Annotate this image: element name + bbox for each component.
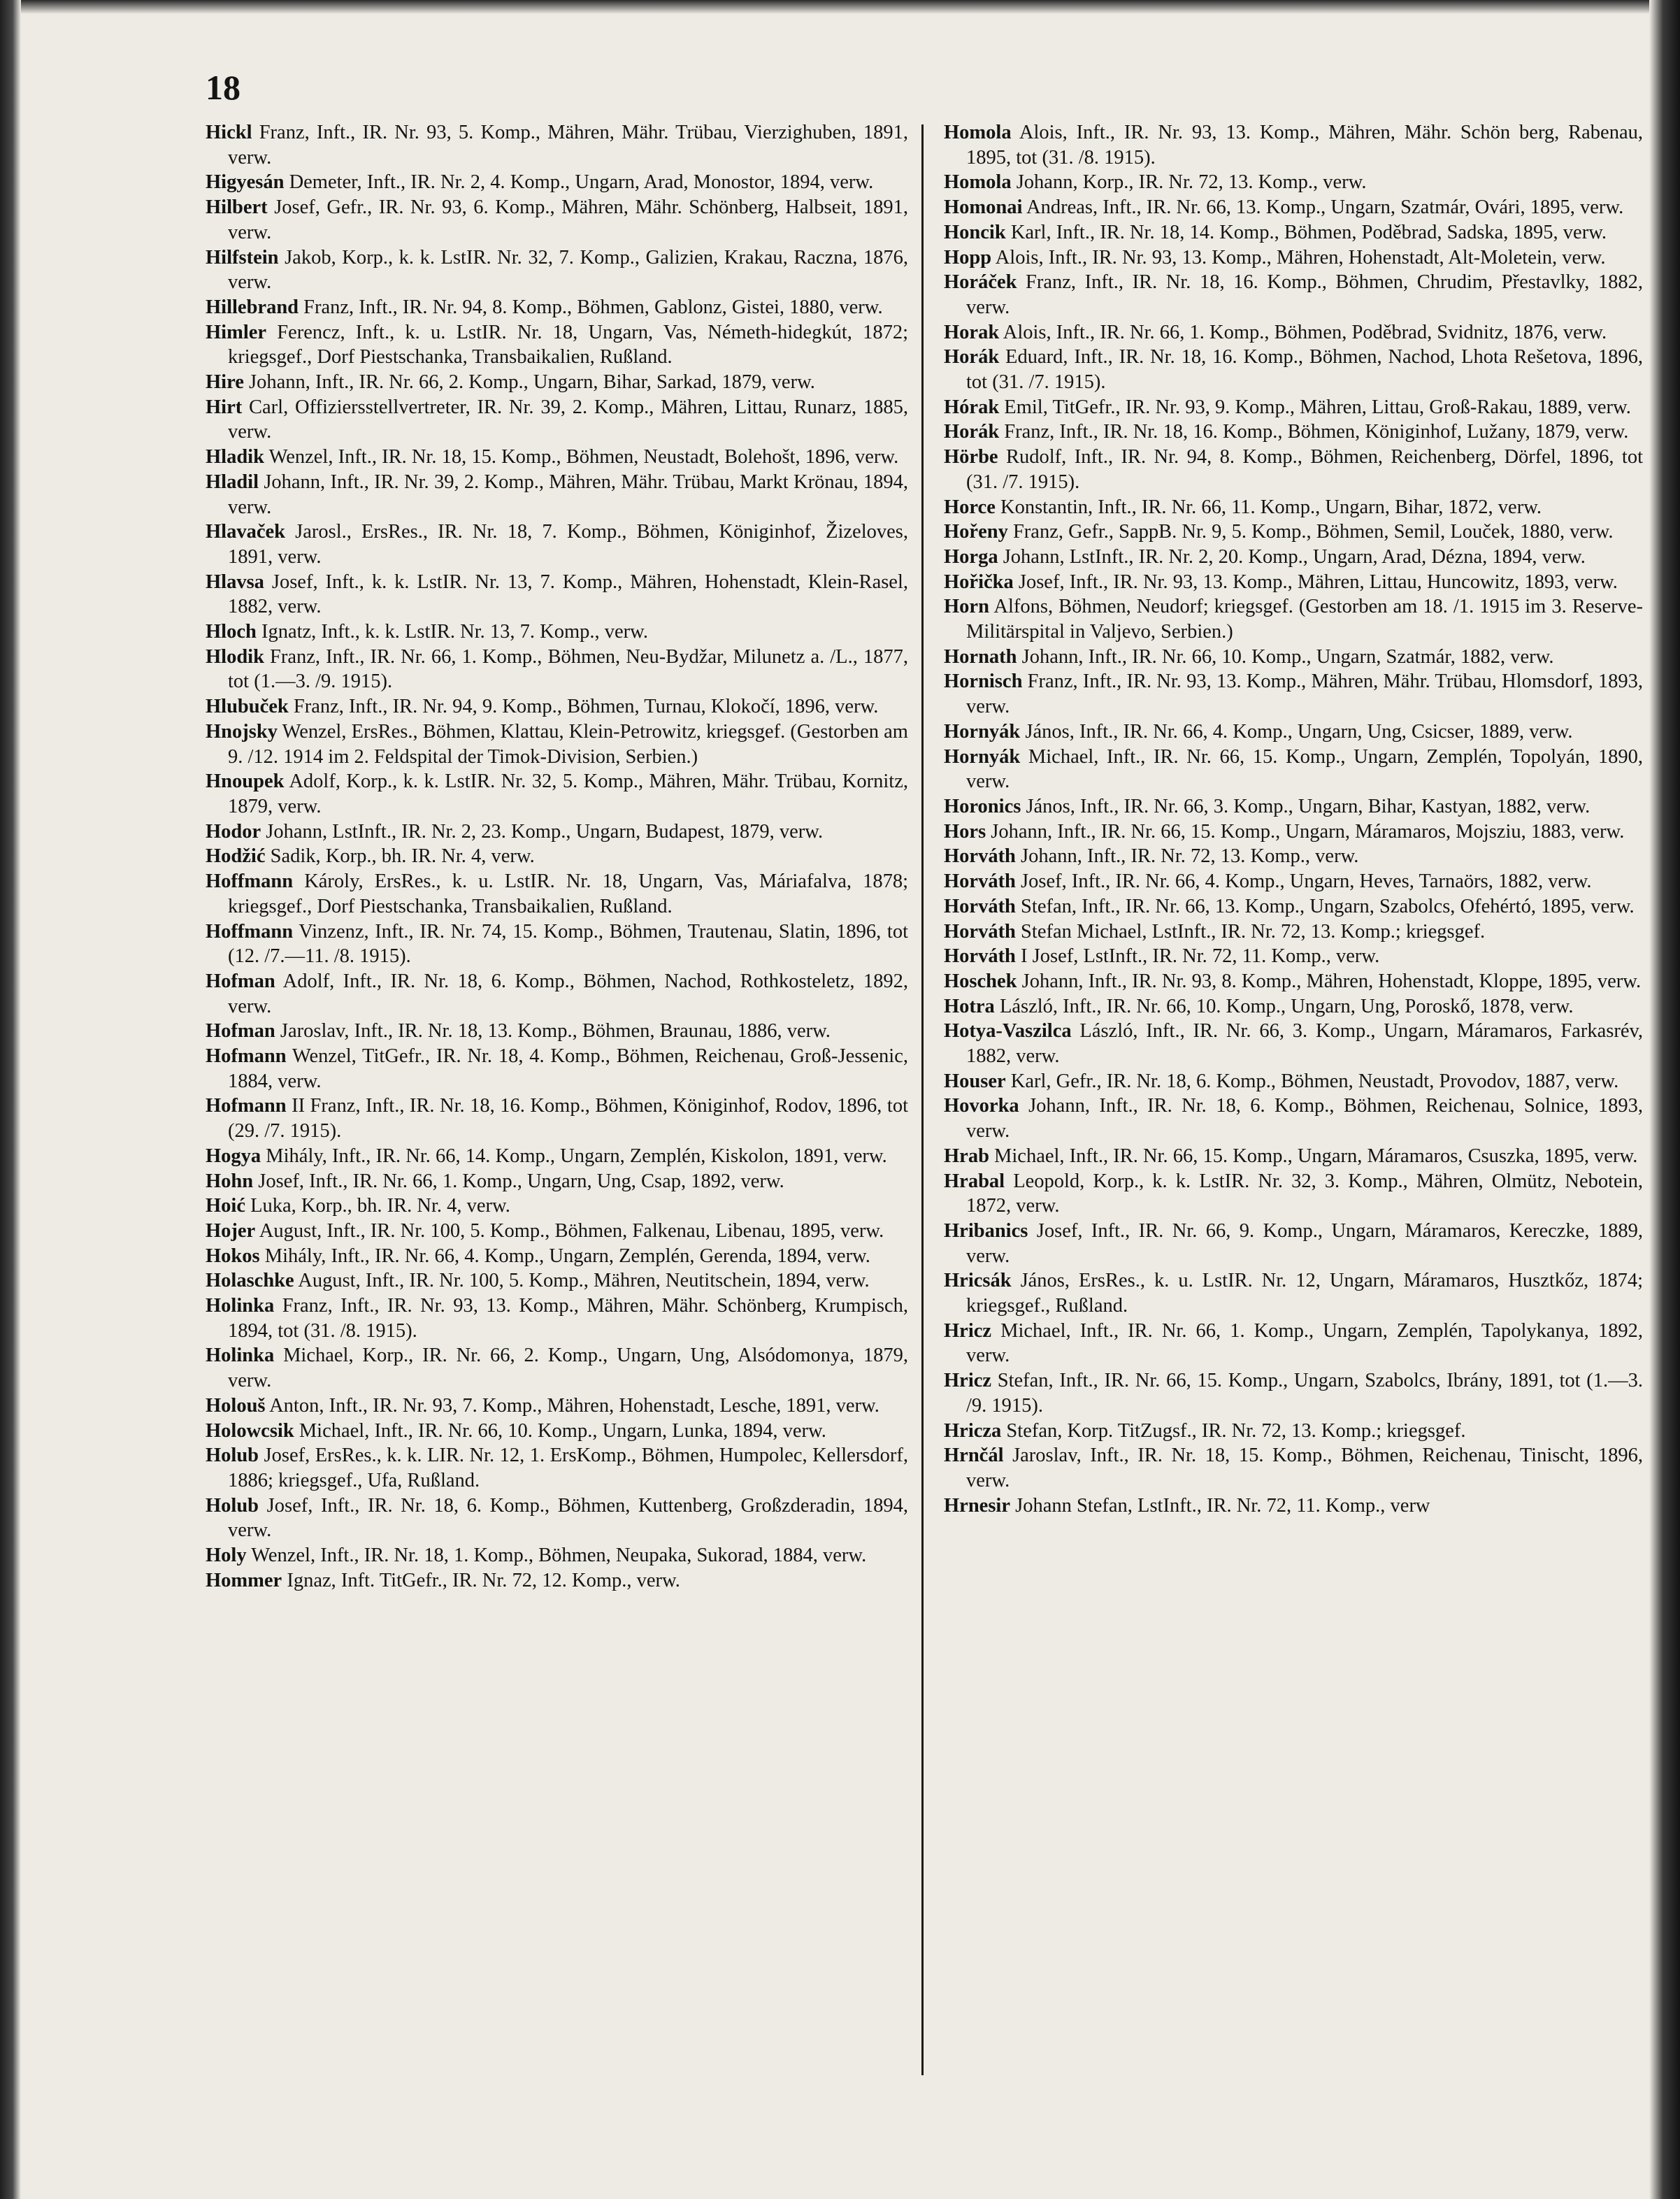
entry-details: Josef, Inft., IR. Nr. 93, 13. Komp., Mähren, Littau, Huncowitz, 1893, verw. bbox=[1018, 571, 1618, 593]
register-entry bbox=[206, 520, 908, 569]
register-entry bbox=[206, 969, 908, 1019]
entry-details: Franz, Inft., IR. Nr. 93, 13. Komp., Mähren, Mähr. Schönberg, Krumpisch, 1894, tot (31. /8. 1915). bbox=[228, 1295, 909, 1342]
entry-details: I Josef, LstInft., IR. Nr. 72, 11. Komp., verw. bbox=[1021, 945, 1380, 968]
entry-details: Johann, LstInft., IR. Nr. 2, 20. Komp., Ungarn, Arad, Dézna, 1894, verw. bbox=[1003, 545, 1586, 568]
entry-surname: Hnojsky bbox=[206, 720, 278, 743]
register-entry bbox=[944, 320, 1643, 345]
entry-surname: Himler bbox=[206, 321, 267, 343]
entry-surname: Horáček bbox=[944, 271, 1017, 294]
entry-details: Karl, Gefr., IR. Nr. 18, 6. Komp., Böhmen, Neustadt, Provodov, 1887, verw. bbox=[1010, 1070, 1619, 1092]
entry-surname: Hilfstein bbox=[206, 246, 279, 268]
entry-details: Michael, Inft., IR. Nr. 66, 15. Komp., Ungarn, Máramaros, Csuszka, 1895, verw. bbox=[994, 1145, 1638, 1167]
entry-surname: Hoffmann bbox=[206, 920, 294, 943]
entry-details: Wenzel, ErsRes., Böhmen, Klattau, Klein-Petrowitz, kriegsgef. (Gestorben am 9. /12. 1914 im 2. Feldspital der Timok-Division, Serbien.) bbox=[228, 720, 908, 768]
entry-details: Franz, Inft., IR. Nr. 93, 5. Komp., Mähren, Mähr. Trübau, Vierzighuben, 1891, verw. bbox=[228, 122, 908, 169]
entry-details: Jaroslav, Inft., IR. Nr. 18, 15. Komp., Böhmen, Reichenau, Tinischt, 1896, verw. bbox=[966, 1445, 1643, 1491]
entry-surname: Holinka bbox=[206, 1345, 275, 1367]
entry-surname: Hořička bbox=[944, 571, 1014, 593]
entry-surname: Horak bbox=[944, 321, 1000, 343]
entry-details: Konstantin, Inft., IR. Nr. 66, 11. Komp., Ungarn, Bihar, 1872, verw. bbox=[1000, 496, 1542, 518]
register-entry bbox=[206, 1019, 908, 1044]
register-entry bbox=[206, 245, 908, 295]
entry-details: János, ErsRes., k. u. LstIR. Nr. 12, Ungarn, Máramaros, Husztkőz, 1874; kriegsgef., Rußland. bbox=[966, 1270, 1643, 1317]
entry-details: Franz, Inft., IR. Nr. 66, 1. Komp., Böhmen, Neu-Bydžar, Milunetz a. /L., 1877, tot (1.—3. /9. 1915). bbox=[228, 645, 909, 693]
entry-surname: Homola bbox=[944, 122, 1012, 143]
entry-details: Johann, LstInft., IR. Nr. 2, 23. Komp., Ungarn, Budapest, 1879, verw. bbox=[266, 820, 824, 843]
entry-details: Károly, ErsRes., k. u. LstIR. Nr. 18, Ungarn, Vas, Máriafalva, 1878; kriegsgef., Dorf Piestschanka, Transbaikalien, Rußland. bbox=[228, 871, 908, 917]
register-entry bbox=[206, 819, 908, 845]
register-entry bbox=[206, 1294, 908, 1343]
register-entry bbox=[944, 994, 1643, 1019]
entry-surname: Horváth bbox=[944, 845, 1016, 868]
entry-details: János, Inft., IR. Nr. 66, 4. Komp., Ungarn, Ung, Csicser, 1889, verw. bbox=[1025, 720, 1573, 743]
entry-surname: Hrab bbox=[944, 1145, 989, 1167]
register-entry bbox=[206, 1568, 908, 1593]
entry-details: Michael, Inft., IR. Nr. 66, 15. Komp., Ungarn, Zemplén, Topolyán, 1890, verw. bbox=[966, 745, 1644, 793]
register-entry bbox=[944, 1019, 1643, 1068]
register-entry bbox=[206, 570, 908, 619]
register-entry bbox=[206, 1169, 908, 1194]
entry-surname: Hofmann bbox=[206, 1095, 287, 1117]
right-column bbox=[944, 120, 1643, 1518]
register-entry bbox=[944, 245, 1643, 271]
entry-surname: Hornath bbox=[944, 645, 1017, 668]
entry-details: Adolf, Inft., IR. Nr. 18, 6. Komp., Böhmen, Nachod, Rothkosteletz, 1892, verw. bbox=[228, 970, 908, 1017]
entry-details: Franz, Gefr., SappB. Nr. 9, 5. Komp., Böhmen, Semil, Louček, 1880, verw. bbox=[1012, 521, 1614, 543]
entry-details: Jakob, Korp., k. k. LstIR. Nr. 32, 7. Komp., Galizien, Krakau, Raczna, 1876, verw. bbox=[228, 246, 909, 294]
register-entry bbox=[206, 1244, 908, 1269]
entry-details: Josef, Inft., IR. Nr. 66, 1. Komp., Ungarn, Ung, Csap, 1892, verw. bbox=[258, 1170, 784, 1192]
entry-details: Johann Stefan, LstInft., IR. Nr. 72, 11. Komp., verw bbox=[1015, 1494, 1430, 1517]
register-entry bbox=[944, 520, 1643, 545]
register-entry bbox=[944, 944, 1643, 969]
entry-details: Leopold, Korp., k. k. LstIR. Nr. 32, 3. Komp., Mähren, Olmütz, Nebotein, 1872, verw. bbox=[966, 1170, 1643, 1217]
entry-surname: Holowcsik bbox=[206, 1419, 294, 1442]
register-entry bbox=[944, 894, 1643, 919]
entry-surname: Hladik bbox=[206, 446, 264, 468]
scan-edge-left bbox=[0, 0, 21, 2199]
entry-details: II Franz, Inft., IR. Nr. 18, 16. Komp., Böhmen, Königinhof, Rodov, 1896, tot (29. /7. 1915). bbox=[228, 1095, 908, 1143]
entry-details: Stefan, Korp. TitZugsf., IR. Nr. 72, 13. Komp.; kriegsgef. bbox=[1006, 1419, 1466, 1442]
entry-details: Josef, Inft., IR. Nr. 66, 4. Komp., Ungarn, Heves, Tarnaörs, 1882, verw. bbox=[1021, 871, 1592, 893]
register-entry bbox=[944, 1494, 1643, 1519]
entry-surname: Hórak bbox=[944, 396, 1000, 418]
entry-details: Stefan, Inft., IR. Nr. 66, 15. Komp., Ungarn, Szabolcs, Ibrány, 1891, tot (1.—3. /9. 1915). bbox=[966, 1370, 1644, 1417]
entry-details: Stefan Michael, LstInft., IR. Nr. 72, 13. Komp.; kriegsgef. bbox=[1021, 920, 1486, 943]
entry-surname: Hofmann bbox=[206, 1045, 287, 1068]
entry-surname: Hirt bbox=[206, 396, 243, 418]
entry-details: Vinzenz, Inft., IR. Nr. 74, 15. Komp., Böhmen, Trautenau, Slatin, 1896, tot (12. /7.—11. /8. 1915). bbox=[228, 920, 908, 968]
register-entry bbox=[206, 1394, 908, 1419]
register-entry bbox=[206, 370, 908, 395]
register-entry bbox=[206, 869, 908, 919]
entry-details: Jaroslav, Inft., IR. Nr. 18, 13. Komp., Böhmen, Braunau, 1886, verw. bbox=[280, 1020, 831, 1043]
register-entry bbox=[206, 1443, 908, 1493]
entry-details: Anton, Inft., IR. Nr. 93, 7. Komp., Mähren, Hohenstadt, Lesche, 1891, verw. bbox=[269, 1394, 880, 1417]
entry-details: Adolf, Korp., k. k. LstIR. Nr. 32, 5. Komp., Mähren, Mähr. Trübau, Kornitz, 1879, verw. bbox=[228, 771, 908, 817]
entry-details: Franz, Inft., IR. Nr. 94, 8. Komp., Böhmen, Gablonz, Gistei, 1880, verw. bbox=[303, 296, 883, 318]
entry-surname: Holaschke bbox=[206, 1270, 294, 1292]
register-entry bbox=[944, 1443, 1643, 1493]
entry-details: Michael, Inft., IR. Nr. 66, 1. Komp., Ungarn, Zemplén, Tapolykanya, 1892, verw. bbox=[966, 1319, 1643, 1367]
register-entry bbox=[206, 320, 908, 370]
register-entry bbox=[206, 844, 908, 869]
register-entry bbox=[206, 395, 908, 445]
scan-edge-right bbox=[1649, 0, 1680, 2199]
entry-details: Rudolf, Inft., IR. Nr. 94, 8. Komp., Böhmen, Reichenberg, Dörfel, 1896, tot (31. /7. 1915). bbox=[966, 446, 1644, 493]
entry-surname: Hörbe bbox=[944, 446, 998, 468]
entry-details: János, Inft., IR. Nr. 66, 3. Komp., Ungarn, Bihar, Kastyan, 1882, verw. bbox=[1026, 795, 1591, 817]
register-entry bbox=[944, 570, 1643, 595]
entry-surname: Hornyák bbox=[944, 720, 1021, 743]
entry-details: August, Inft., IR. Nr. 100, 5. Komp., Böhmen, Falkenau, Libenau, 1895, verw. bbox=[259, 1219, 884, 1242]
entry-surname: Horonics bbox=[944, 795, 1021, 817]
entry-surname: Hladil bbox=[206, 471, 259, 493]
entry-surname: Horce bbox=[944, 496, 996, 518]
register-entry bbox=[206, 1094, 908, 1143]
register-entry bbox=[944, 220, 1643, 245]
entry-surname: Hoffmann bbox=[206, 871, 294, 893]
register-entry bbox=[944, 545, 1643, 570]
entry-details: Johann, Inft., IR. Nr. 66, 15. Komp., Ungarn, Máramaros, Mojsziu, 1883, verw. bbox=[991, 820, 1625, 843]
register-entry bbox=[944, 270, 1643, 320]
entry-details: Ignaz, Inft. TitGefr., IR. Nr. 72, 12. Komp., verw. bbox=[287, 1569, 680, 1591]
entry-surname: Hojer bbox=[206, 1219, 256, 1242]
entry-surname: Horga bbox=[944, 545, 998, 568]
register-entry bbox=[206, 120, 908, 170]
register-entry bbox=[206, 1194, 908, 1219]
entry-surname: Hodžić bbox=[206, 845, 266, 868]
entry-details: Johann, Inft., IR. Nr. 72, 13. Komp., verw. bbox=[1021, 845, 1359, 868]
entry-details: Sadik, Korp., bh. IR. Nr. 4, verw. bbox=[270, 845, 535, 868]
entry-details: Josef, Inft., k. k. LstIR. Nr. 13, 7. Komp., Mähren, Hohenstadt, Klein-Rasel, 1882, verw. bbox=[228, 571, 909, 618]
register-entry bbox=[944, 420, 1643, 445]
left-column bbox=[206, 120, 908, 1593]
register-entry bbox=[944, 495, 1643, 520]
entry-surname: Horváth bbox=[944, 920, 1016, 943]
register-entry bbox=[944, 645, 1643, 670]
register-entry bbox=[944, 1319, 1643, 1368]
entry-surname: Honcik bbox=[944, 221, 1006, 243]
register-entry bbox=[206, 445, 908, 470]
register-entry bbox=[206, 1144, 908, 1169]
entry-details: Alois, Inft., IR. Nr. 93, 13. Komp., Mähren, Hohenstadt, Alt-Moletein, verw. bbox=[995, 246, 1606, 268]
entry-details: Mihály, Inft., IR. Nr. 66, 14. Komp., Ungarn, Zemplén, Kiskolon, 1891, verw. bbox=[266, 1145, 887, 1167]
entry-surname: Hopp bbox=[944, 246, 992, 268]
entry-details: Alois, Inft., IR. Nr. 93, 13. Komp., Mähren, Mähr. Schön berg, Rabenau, 1895, tot (31. /8. 1915). bbox=[966, 122, 1643, 169]
entry-surname: Hohn bbox=[206, 1170, 254, 1192]
entry-details: Ferencz, Inft., k. u. LstIR. Nr. 18, Ungarn, Vas, Németh-hidegkút, 1872; kriegsgef., Dorf Piestschanka, Transbaikalien, Rußland. bbox=[228, 321, 908, 368]
entry-details: Andreas, Inft., IR. Nr. 66, 13. Komp., Ungarn, Szatmár, Ovári, 1895, verw. bbox=[1026, 196, 1624, 219]
entry-surname: Higyesán bbox=[206, 171, 285, 194]
entry-details: László, Inft., IR. Nr. 66, 10. Komp., Ungarn, Ung, Poroskő, 1878, verw. bbox=[999, 995, 1574, 1017]
entry-surname: Hribanics bbox=[944, 1219, 1028, 1242]
scan-edge-top bbox=[0, 0, 1680, 14]
entry-details: Johann, Inft., IR. Nr. 66, 2. Komp., Ungarn, Bihar, Sarkad, 1879, verw. bbox=[249, 371, 815, 394]
register-entry bbox=[944, 969, 1643, 994]
entry-details: Franz, Inft., IR. Nr. 94, 9. Komp., Böhmen, Turnau, Klokočí, 1896, verw. bbox=[293, 696, 879, 718]
register-entry bbox=[944, 669, 1643, 719]
register-entry bbox=[944, 844, 1643, 869]
entry-details: Stefan, Inft., IR. Nr. 66, 13. Komp., Ungarn, Szabolcs, Ofehértó, 1895, verw. bbox=[1021, 895, 1635, 917]
entry-details: Carl, Offiziersstellvertreter, IR. Nr. 39, 2. Komp., Mähren, Littau, Runarz, 1885, verw. bbox=[228, 396, 908, 443]
entry-surname: Hotra bbox=[944, 995, 995, 1017]
entry-surname: Homola bbox=[944, 171, 1012, 194]
entry-surname: Holub bbox=[206, 1445, 259, 1467]
entry-surname: Holouš bbox=[206, 1394, 266, 1417]
entry-surname: Hrnčál bbox=[944, 1445, 1004, 1467]
entry-surname: Hilbert bbox=[206, 196, 268, 219]
entry-details: Josef, Gefr., IR. Nr. 93, 6. Komp., Mähren, Mähr. Schönberg, Halbseit, 1891, verw. bbox=[228, 196, 909, 243]
entry-surname: Hnoupek bbox=[206, 771, 285, 793]
register-entry bbox=[206, 295, 908, 320]
entry-details: Johann, Inft., IR. Nr. 18, 6. Komp., Böhmen, Reichenau, Solnice, 1893, verw. bbox=[966, 1095, 1643, 1143]
entry-details: Franz, Inft., IR. Nr. 93, 13. Komp., Mähren, Mähr. Trübau, Hlomsdorf, 1893, verw. bbox=[966, 671, 1644, 718]
register-entry bbox=[944, 195, 1643, 220]
register-entry bbox=[944, 594, 1643, 644]
register-entry bbox=[944, 719, 1643, 745]
register-entry bbox=[944, 745, 1643, 794]
column-divider bbox=[921, 124, 924, 2075]
register-entry bbox=[206, 1543, 908, 1568]
entry-surname: Hloch bbox=[206, 621, 257, 643]
register-entry bbox=[206, 719, 908, 769]
page-number: 18 bbox=[206, 68, 240, 107]
register-entry bbox=[944, 1268, 1643, 1318]
entry-details: Emil, TitGefr., IR. Nr. 93, 9. Komp., Mähren, Littau, Groß-Rakau, 1889, verw. bbox=[1004, 396, 1631, 418]
register-entry bbox=[944, 170, 1643, 195]
entry-surname: Hlavsa bbox=[206, 571, 264, 593]
entry-surname: Hlubuček bbox=[206, 696, 289, 718]
register-entry bbox=[944, 345, 1643, 394]
entry-surname: Hors bbox=[944, 820, 986, 843]
register-entry bbox=[206, 1419, 908, 1444]
entry-details: Alfons, Böhmen, Neudorf; kriegsgef. (Gestorben am 18. /1. 1915 im 3. Reserve-Militärspital in Valjevo, Serbien.) bbox=[966, 596, 1643, 643]
register-entry bbox=[944, 819, 1643, 845]
entry-details: Josef, Inft., IR. Nr. 18, 6. Komp., Böhmen, Kuttenberg, Großzderadin, 1894, verw. bbox=[228, 1494, 908, 1542]
entry-surname: Horváth bbox=[944, 895, 1016, 917]
register-entry bbox=[206, 919, 908, 969]
register-entry bbox=[206, 1343, 908, 1393]
register-entry bbox=[206, 1494, 908, 1543]
entry-surname: Hire bbox=[206, 371, 244, 394]
entry-details: Wenzel, Inft., IR. Nr. 18, 15. Komp., Böhmen, Neustadt, Bolehošt, 1896, verw. bbox=[268, 446, 899, 468]
entry-details: Wenzel, TitGefr., IR. Nr. 18, 4. Komp., Böhmen, Reichenau, Groß-Jessenic, 1884, verw. bbox=[228, 1045, 908, 1092]
entry-surname: Hillebrand bbox=[206, 296, 299, 318]
entry-surname: Hoić bbox=[206, 1195, 245, 1217]
entry-surname: Horn bbox=[944, 596, 989, 618]
entry-surname: Horák bbox=[944, 421, 1000, 443]
register-entry bbox=[944, 1144, 1643, 1169]
entry-surname: Hornyák bbox=[944, 745, 1021, 768]
entry-details: Johann, Inft., IR. Nr. 66, 10. Komp., Ungarn, Szatmár, 1882, verw. bbox=[1021, 645, 1554, 668]
entry-details: Josef, Inft., IR. Nr. 66, 9. Komp., Ungarn, Máramaros, Kereczke, 1889, verw. bbox=[966, 1219, 1643, 1267]
entry-surname: Hofman bbox=[206, 970, 275, 992]
entry-surname: Hommer bbox=[206, 1569, 282, 1591]
register-entry bbox=[944, 1368, 1643, 1418]
entry-details: Franz, Inft., IR. Nr. 18, 16. Komp., Böhmen, Königinhof, Lužany, 1879, verw. bbox=[1004, 421, 1629, 443]
register-entry bbox=[206, 195, 908, 245]
entry-details: Luka, Korp., bh. IR. Nr. 4, verw. bbox=[250, 1195, 510, 1217]
entry-surname: Hornisch bbox=[944, 671, 1023, 693]
entry-surname: Hodor bbox=[206, 820, 261, 843]
entry-details: Eduard, Inft., IR. Nr. 18, 16. Komp., Böhmen, Nachod, Lhota Rešetova, 1896, tot (31. /7. 1915). bbox=[966, 346, 1644, 394]
register-entry bbox=[944, 1069, 1643, 1094]
entry-surname: Hlavaček bbox=[206, 521, 285, 543]
entry-details: Franz, Inft., IR. Nr. 18, 16. Komp., Böhmen, Chrudim, Přestavlky, 1882, verw. bbox=[966, 271, 1644, 318]
register-entry bbox=[206, 619, 908, 645]
entry-surname: Horváth bbox=[944, 945, 1016, 968]
entry-surname: Hlodik bbox=[206, 645, 264, 668]
entry-surname: Hotya-Vaszilca bbox=[944, 1020, 1072, 1043]
entry-details: Jarosl., ErsRes., IR. Nr. 18, 7. Komp., Böhmen, Königinhof, Žizeloves, 1891, verw. bbox=[228, 521, 908, 568]
register-entry bbox=[944, 869, 1643, 894]
entry-surname: Hořeny bbox=[944, 521, 1008, 543]
register-entry bbox=[206, 470, 908, 520]
register-entry bbox=[944, 1419, 1643, 1444]
entry-surname: Houser bbox=[944, 1070, 1006, 1092]
entry-details: Johann, Korp., IR. Nr. 72, 13. Komp., verw. bbox=[1016, 171, 1367, 194]
register-entry bbox=[944, 1219, 1643, 1268]
entry-surname: Hrnesir bbox=[944, 1494, 1010, 1517]
entry-details: Michael, Inft., IR. Nr. 66, 10. Komp., Ungarn, Lunka, 1894, verw. bbox=[299, 1419, 826, 1442]
entry-details: László, Inft., IR. Nr. 66, 3. Komp., Ungarn, Máramaros, Farkasrév, 1882, verw. bbox=[966, 1020, 1643, 1068]
entry-surname: Homonai bbox=[944, 196, 1023, 219]
entry-surname: Hricz bbox=[944, 1319, 992, 1342]
entry-details: Josef, ErsRes., k. k. LIR. Nr. 12, 1. ErsKomp., Böhmen, Humpolec, Kellersdorf, 1886; kriegsgef., Ufa, Rußland. bbox=[228, 1445, 908, 1491]
register-entry bbox=[206, 694, 908, 719]
register-entry bbox=[944, 1094, 1643, 1143]
register-entry bbox=[944, 1169, 1643, 1219]
register-entry bbox=[944, 919, 1643, 945]
entry-surname: Hogya bbox=[206, 1145, 261, 1167]
entry-details: Michael, Korp., IR. Nr. 66, 2. Komp., Ungarn, Ung, Alsódomonya, 1879, verw. bbox=[228, 1345, 909, 1392]
entry-details: Johann, Inft., IR. Nr. 39, 2. Komp., Mähren, Mähr. Trübau, Markt Krönau, 1894, verw. bbox=[228, 471, 908, 518]
register-entry bbox=[206, 1268, 908, 1294]
register-entry bbox=[944, 445, 1643, 494]
register-entry bbox=[206, 645, 908, 694]
entry-surname: Hovorka bbox=[944, 1095, 1019, 1117]
entry-details: August, Inft., IR. Nr. 100, 5. Komp., Mähren, Neutitschein, 1894, verw. bbox=[298, 1270, 870, 1292]
entry-details: Johann, Inft., IR. Nr. 93, 8. Komp., Mähren, Hohenstadt, Kloppe, 1895, verw. bbox=[1021, 970, 1642, 992]
entry-surname: Holub bbox=[206, 1494, 259, 1517]
entry-details: Demeter, Inft., IR. Nr. 2, 4. Komp., Ungarn, Arad, Monostor, 1894, verw. bbox=[289, 171, 874, 194]
entry-details: Ignatz, Inft., k. k. LstIR. Nr. 13, 7. Komp., verw. bbox=[261, 621, 648, 643]
register-entry bbox=[206, 769, 908, 819]
entry-surname: Hrabal bbox=[944, 1170, 1005, 1192]
entry-surname: Hricza bbox=[944, 1419, 1002, 1442]
entry-details: Mihály, Inft., IR. Nr. 66, 4. Komp., Ungarn, Zemplén, Gerenda, 1894, verw. bbox=[264, 1245, 870, 1267]
entry-surname: Hoschek bbox=[944, 970, 1017, 992]
entry-surname: Hricz bbox=[944, 1370, 992, 1392]
register-entry bbox=[206, 170, 908, 195]
register-entry bbox=[206, 1044, 908, 1094]
entry-details: Wenzel, Inft., IR. Nr. 18, 1. Komp., Böhmen, Neupaka, Sukorad, 1884, verw. bbox=[251, 1545, 867, 1567]
register-entry bbox=[944, 395, 1643, 420]
entry-details: Alois, Inft., IR. Nr. 66, 1. Komp., Böhmen, Poděbrad, Svidnitz, 1876, verw. bbox=[1003, 321, 1607, 343]
entry-surname: Horák bbox=[944, 346, 1000, 368]
entry-surname: Hickl bbox=[206, 122, 252, 143]
entry-surname: Hokos bbox=[206, 1245, 260, 1267]
register-entry bbox=[944, 120, 1643, 170]
register-entry bbox=[206, 1219, 908, 1244]
entry-details: Karl, Inft., IR. Nr. 18, 14. Komp., Böhmen, Poděbrad, Sadska, 1895, verw. bbox=[1010, 221, 1607, 243]
entry-surname: Holy bbox=[206, 1545, 247, 1567]
entry-surname: Horváth bbox=[944, 871, 1016, 893]
register-entry bbox=[944, 794, 1643, 819]
entry-surname: Hricsák bbox=[944, 1270, 1012, 1292]
entry-surname: Holinka bbox=[206, 1295, 275, 1317]
entry-surname: Hofman bbox=[206, 1020, 275, 1043]
